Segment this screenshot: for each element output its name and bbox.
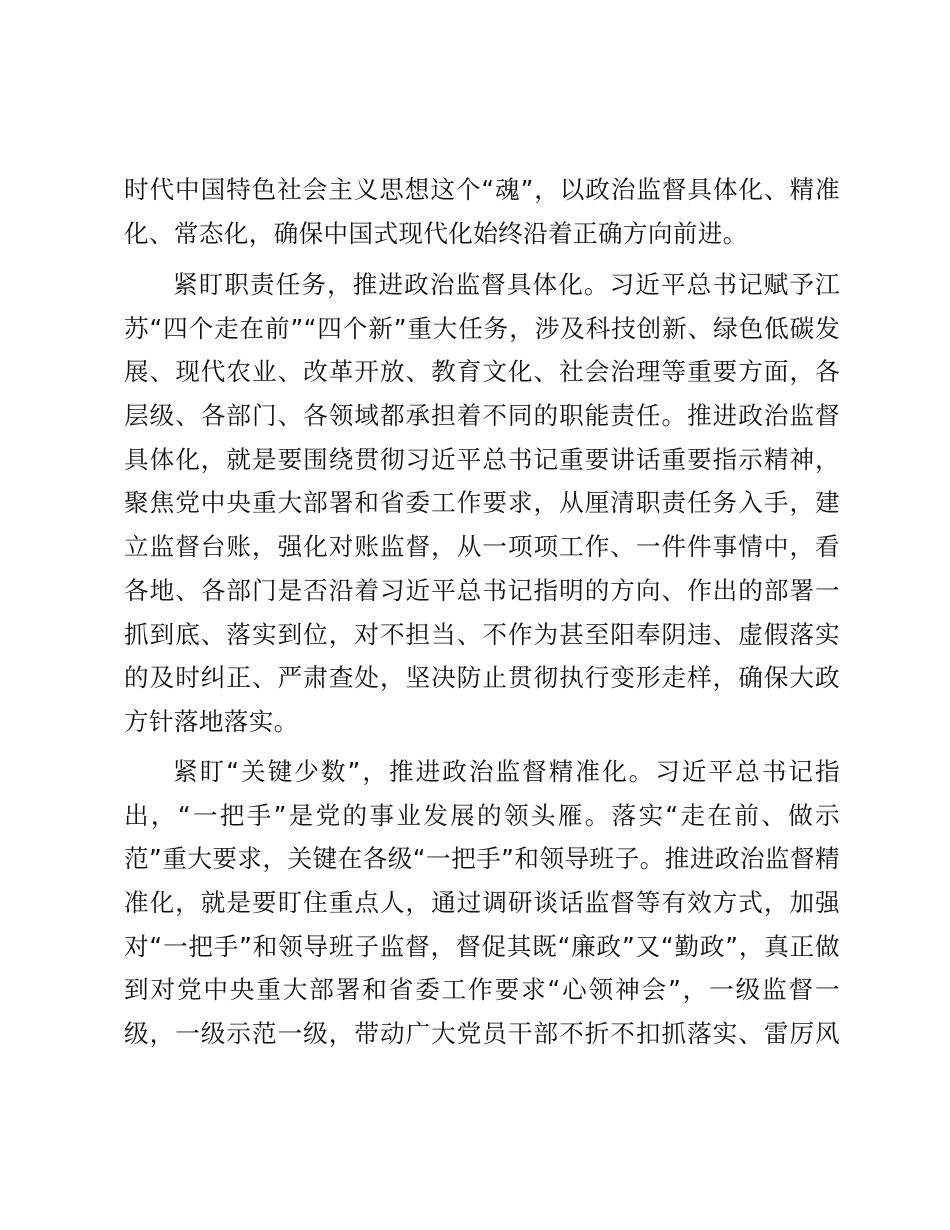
paragraph-line: 聚焦党中央重大部署和省委工作要求，从厘清职责任务入手，建 <box>124 488 840 518</box>
paragraph-line: 准化，就是要盯住重点人，通过调研谈话监督等有效方式，加强 <box>124 888 840 918</box>
paragraph-line: 化、常态化，确保中国式现代化始终沿着正确方向前进。 <box>124 218 748 248</box>
paragraph-line: 苏“四个走在前”“四个新”重大任务，涉及科技创新、绿色低碳发 <box>124 313 840 343</box>
paragraph-concretization <box>124 263 840 744</box>
paragraph-line: 的及时纠正、严肃查处，坚决防止贯彻执行变形走样，确保大政 <box>124 663 840 693</box>
paragraph-line: 层级、各部门、各领域都承担着不同的职能责任。推进政治监督 <box>124 401 840 431</box>
paragraph-line: 到对党中央重大部署和省委工作要求“心领神会”，一级监督一 <box>124 975 840 1005</box>
paragraph-line: 紧盯“关键少数”，推进政治监督精准化。习近平总书记指 <box>173 757 840 786</box>
paragraph-line: 方针落地落实。 <box>124 706 299 736</box>
paragraph-line: 时代中国特色社会主义思想这个“魂”，以政治监督具体化、精准 <box>124 175 840 204</box>
paragraph-line: 立监督台账，强化对账监督，从一项项工作、一件件事情中，看 <box>124 532 840 562</box>
paragraph-line: 具体化，就是要围绕贯彻习近平总书记重要讲话重要指示精神， <box>124 444 840 474</box>
paragraph-line: 抓到底、落实到位，对不担当、不作为甚至阳奉阴违、虚假落实 <box>124 619 840 649</box>
paragraph-line: 对“一把手”和领导班子监督，督促其既“廉政”又“勤政”，真正做 <box>124 931 840 961</box>
paragraph-line: 范”重大要求，关键在各级“一把手”和领导班子。推进政治监督精 <box>124 844 840 874</box>
paragraph-continuation <box>124 168 840 255</box>
paragraph-precision <box>124 750 840 1056</box>
paragraph-line: 出，“一把手”是党的事业发展的领头雁。落实“走在前、做示 <box>124 800 840 830</box>
paragraph-line: 各地、各部门是否沿着习近平总书记指明的方向、作出的部署一 <box>124 575 840 605</box>
paragraph-line: 级，一级示范一级，带动广大党员干部不折不扣抓落实、雷厉风 <box>124 1019 840 1049</box>
paragraph-line: 紧盯职责任务，推进政治监督具体化。习近平总书记赋予江 <box>173 270 840 299</box>
paragraph-line: 展、现代农业、改革开放、教育文化、社会治理等重要方面，各 <box>124 357 840 387</box>
